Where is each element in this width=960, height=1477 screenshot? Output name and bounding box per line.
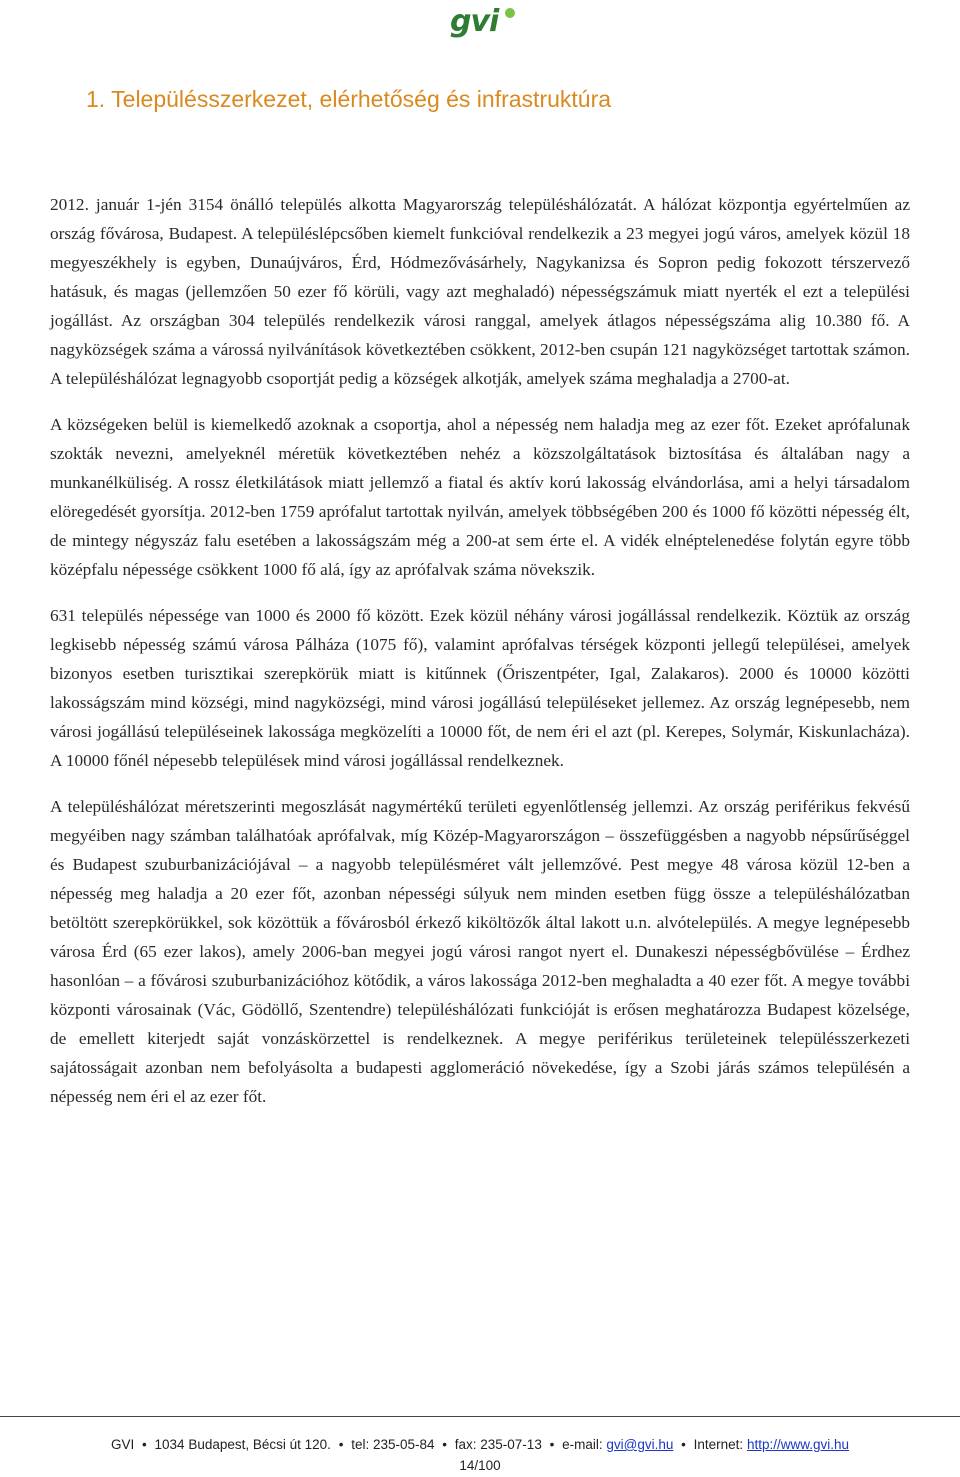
footer-divider <box>0 1416 960 1417</box>
footer-contact <box>0 1437 960 1452</box>
footer-address: 1034 Budapest, Bécsi út 120. <box>154 1437 331 1452</box>
bullet-icon: • <box>681 1437 686 1452</box>
page-number: 14/100 <box>459 1458 501 1473</box>
logo-dot-icon <box>505 8 515 18</box>
footer-email-label: e-mail: <box>562 1437 603 1452</box>
bullet-icon: • <box>338 1437 344 1452</box>
footer-email-link[interactable]: gvi@gvi.hu <box>606 1437 674 1452</box>
bullet-icon: • <box>549 1437 555 1452</box>
paragraph-4: A településhálózat méretszerinti megoszlását nagymértékű területi egyenlőtlenség jellemzi. Az ország periférikus fekvésű megyéiben nagy számban találhatóak aprófalvak, míg Közép-Magyarországon – összefüggésben a nagyobb népsűrűséggel és Budapest szuburbanizációjával – a nagyobb településméret vált jellemzővé. Pest megye 48 városa közül 12-ben a népesség meg haladja a 20 ezer főt, azonban népességi súlyuk nem minden esetben függ össze a településhálózatban betöltött szerepkörükkel, sok közöttük a fővárosból érkező kiköltözők által lakott u.n. alvótelepülés. A megye legnépesebb városa Érd (65 ezer lakos), amely 2006-ban megyei jogú városi rangot nyert el. Dunakeszi népességbővülése – Érdhez hasonlóan – a fővárosi szuburbanizációhoz kötődik, a város lakossága 2012-ben meghaladta a 40 ezer főt. A megye további központi városainak (Vác, Gödöllő, Szentendre) településhálózati funkcióját is erősen meghatározza Budapest közelsége, de emellett kiterjedt saját vonzáskörzettel is rendelkeznek. A megye periférikus területeinek településszerkezeti sajátosságait azonban nem befolyásolta a budapesti agglomeráció növekedése, így a Szobi járás számos településén a népesség nem éri el az ezer főt. <box>50 797 910 1106</box>
bullet-icon: • <box>142 1437 147 1452</box>
footer-tel: tel: 235-05-84 <box>351 1437 435 1452</box>
footer-website-link[interactable]: http://www.gvi.hu <box>746 1437 849 1452</box>
paragraph-1: 2012. január 1-jén 3154 önálló település alkotta Magyarország településhálózatát. A hálózat központja egyértelműen az ország fővárosa, Budapest. A településlépcsőben kiemelt funkcióval rendelkezik a 23 megyei jogú város, amelyek közül 18 megyeszékhely is egyben, Dunaújváros, Érd, Hódmezővásárhely, Nagykanizsa és Sopron pedig fokozott térszervező hatásuk, és magas (jellemzően 50 ezer fő körüli, vagy azt meghaladó) népességszámuk miatt nyerték el ezt a települési jogállást. Az országban 304 település rendelkezik városi ranggal, amelyek átlagos népességszáma alig 10.380 fő. A nagyközségek száma a várossá nyilvánítások következtében csökkent, 2012-ben csupán 121 nagyközséget tartottak számon. A településhálózat legnagyobb csoportját pedig a községek alkotják, amelyek száma meghaladja a 2700-at. <box>50 195 910 388</box>
logo-text: gvi <box>450 4 499 39</box>
paragraph-2: A községeken belül is kiemelkedő azoknak a csoportja, ahol a népesség nem haladja meg az ezer főt. Ezeket aprófalunak szokták nevezni, amelyeknél méretük következtében nehéz a közszolgáltatások biztosítása és általában nagy a munkanélküliség. A rossz életkilátások miatt jellemző a fiatal és aktív korú lakosság elvándorlása, ami a helyi társadalom elöregedését gyorsítja. 2012-ben 1759 aprófalut tartottak nyilván, amelyek többségében 200 és 1000 fő közötti népesség élt, de mintegy négyszáz falu esetében a lakosságszám még a 200-at sem érte el. A vidék elnéptelenedése folytán egyre több középfalu népessége csökkent 1000 fő alá, így az aprófalvak száma növekszik. <box>50 415 910 579</box>
footer-org: GVI <box>111 1437 135 1452</box>
footer-internet-label: Internet: <box>693 1437 744 1452</box>
footer-fax: fax: 235-07-13 <box>454 1437 542 1452</box>
section-heading: 1. Településszerkezet, elérhetőség és infrastruktúra <box>86 86 612 112</box>
paragraph-3: 631 település népessége van 1000 és 2000 fő között. Ezek közül néhány városi jogállással rendelkezik. Köztük az ország legkisebb népesség számú városa Pálháza (1075 fő), valamint aprófalvas térségek központi jellegű települései, amelyek bizonyos esetben turisztikai szerepkörük miatt is kitűnnek (Őriszentpéter, Igal, Zalakaros). 2000 és 10000 közötti lakosságszám mind községi, mind nagyközségi, mind városi jogállású településeket jellemez. Az ország legnépesebb, nem városi jogállású településeinek lakossága megközelíti a 10000 főt, de nem éri el azt (pl. Kerepes, Solymár, Kiskunlacháza). A 10000 főnél népesebb települések mind városi jogállással rendelkeznek. <box>50 606 910 770</box>
bullet-icon: • <box>442 1437 447 1452</box>
body-text <box>50 190 910 1128</box>
